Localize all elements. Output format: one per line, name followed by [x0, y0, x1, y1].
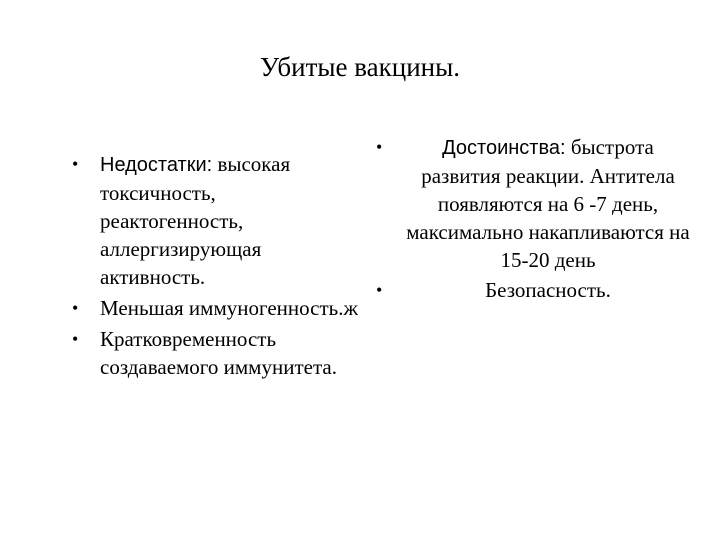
bullet-icon: • [376, 137, 383, 157]
disadvantages-list [68, 150, 358, 384]
bullet-icon: • [72, 329, 79, 349]
advantages-list [372, 133, 692, 306]
bullet-icon: • [72, 154, 79, 174]
list-item [68, 294, 358, 322]
item-text: Кратковременность создаваемого иммунитета. [100, 327, 337, 379]
item-heading: Достоинства: [442, 137, 566, 159]
item-text: быстрота развития реакции. Антитела появляются на 6 -7 день, максимально накапливаются на 15-20 день [406, 135, 690, 272]
list-item [68, 150, 358, 291]
slide-title: Убитые вакцины. [259, 52, 460, 82]
item-text: Безопасность. [485, 278, 611, 302]
item-heading: Недостатки: [100, 154, 213, 176]
list-item [68, 325, 358, 381]
item-text: высокая токсичность, реактогенность, аллергизирующая активность. [100, 152, 291, 289]
item-text: Меньшая иммуногенность.ж [100, 296, 358, 320]
list-item [372, 133, 692, 274]
bullet-icon: • [376, 280, 383, 300]
list-item [372, 276, 692, 304]
bullet-icon: • [72, 298, 79, 318]
